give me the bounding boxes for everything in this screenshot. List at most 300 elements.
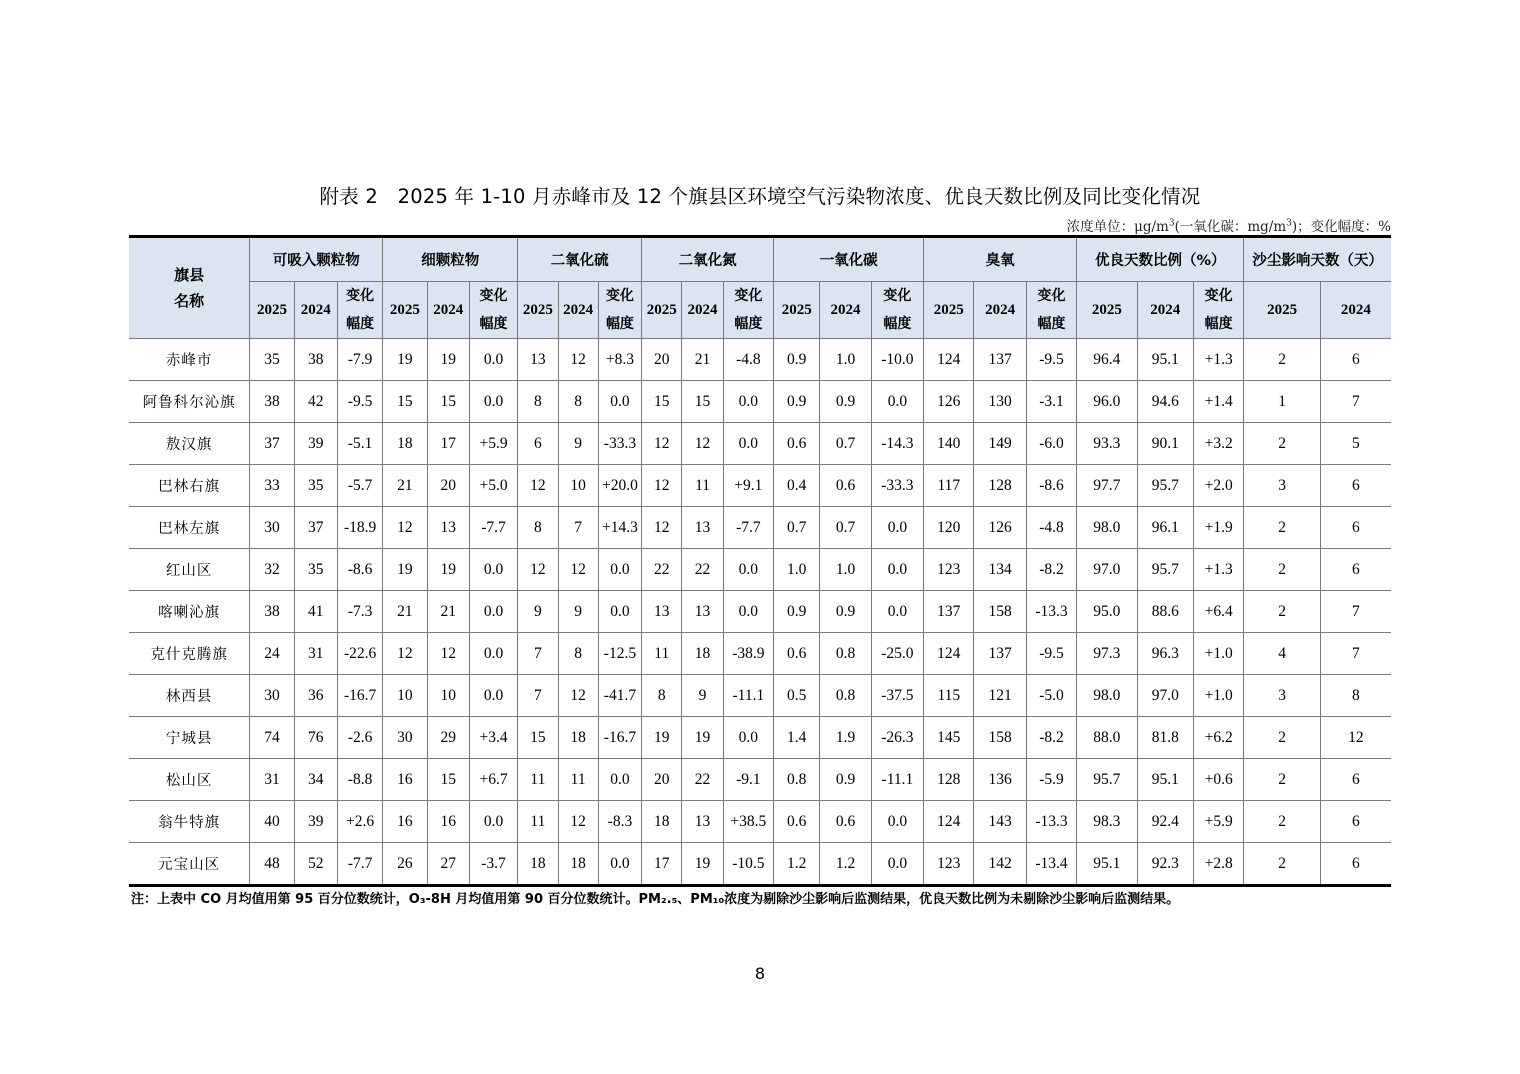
table-cell: -7.7 — [469, 507, 517, 549]
table-cell: 95.7 — [1137, 465, 1193, 507]
year-header-2025: 2025 — [642, 282, 682, 339]
table-cell: 19 — [642, 717, 682, 759]
table-cell: +20.0 — [598, 465, 641, 507]
table-cell: 22 — [682, 549, 723, 591]
table-cell: 39 — [294, 801, 337, 843]
county-header-line1: 旗县 — [174, 266, 205, 284]
table-cell: 0.6 — [774, 633, 820, 675]
year-header-2025: 2025 — [924, 282, 974, 339]
table-cell: 0.6 — [774, 801, 820, 843]
table-cell: 20 — [427, 465, 469, 507]
table-cell: 37 — [294, 507, 337, 549]
table-cell: 13 — [642, 591, 682, 633]
year-header-2024: 2024 — [558, 282, 598, 339]
table-cell: 32 — [250, 549, 294, 591]
year-header-2024: 2024 — [1320, 282, 1391, 339]
table-cell: -5.0 — [1026, 675, 1076, 717]
table-cell: 96.3 — [1137, 633, 1193, 675]
table-cell: 137 — [974, 339, 1026, 381]
table-cell: 15 — [427, 759, 469, 801]
table-cell: 0.6 — [774, 423, 820, 465]
table-cell: +2.0 — [1193, 465, 1243, 507]
table-row — [129, 717, 1391, 759]
change-header-line2: 幅度 — [883, 316, 912, 332]
table-cell: 18 — [682, 633, 723, 675]
table-cell: 0.8 — [820, 633, 871, 675]
table-cell: 0.0 — [723, 591, 773, 633]
table-title: 附表 2 2025 年 1-10 月赤峰市及 12 个旗县区环境空气污染物浓度、优良天数比例及同比变化情况 — [319, 185, 1201, 208]
table-cell: 1.0 — [774, 549, 820, 591]
table-cell: 52 — [294, 843, 337, 886]
group-header-pm25: 细颗粒物 — [383, 237, 518, 282]
table-cell: 18 — [558, 717, 598, 759]
table-cell: -12.5 — [598, 633, 641, 675]
table-cell: 6 — [518, 423, 558, 465]
change-header — [469, 282, 517, 339]
table-cell: 9 — [518, 591, 558, 633]
table-cell: 22 — [642, 549, 682, 591]
table-cell: 0.0 — [871, 843, 923, 886]
table-cell: 0.0 — [469, 633, 517, 675]
table-cell: 16 — [427, 801, 469, 843]
table-cell: 0.9 — [820, 759, 871, 801]
table-cell: -26.3 — [871, 717, 923, 759]
table-cell: 0.0 — [598, 591, 641, 633]
table-cell: 8 — [642, 675, 682, 717]
table-cell: +5.9 — [1193, 801, 1243, 843]
table-cell: 7 — [1320, 591, 1391, 633]
table-cell: 2 — [1244, 717, 1321, 759]
table-cell: 3 — [1244, 465, 1321, 507]
year-header-2025: 2025 — [383, 282, 427, 339]
header-row-groups — [129, 237, 1391, 282]
table-cell: 0.7 — [820, 507, 871, 549]
table-cell: 0.9 — [774, 591, 820, 633]
table-cell: 0.0 — [598, 843, 641, 886]
table-cell: 8 — [518, 507, 558, 549]
table-cell: 115 — [924, 675, 974, 717]
table-cell: 0.0 — [871, 381, 923, 423]
table-cell: -13.3 — [1026, 801, 1076, 843]
table-cell: 0.0 — [469, 339, 517, 381]
table-cell: 0.0 — [723, 549, 773, 591]
table-cell: -18.9 — [337, 507, 382, 549]
table-cell: 117 — [924, 465, 974, 507]
table-cell: 12 — [518, 465, 558, 507]
county-name-cell: 喀喇沁旗 — [129, 591, 250, 633]
table-cell: 30 — [250, 507, 294, 549]
table-cell: 121 — [974, 675, 1026, 717]
table-cell: 6 — [1320, 759, 1391, 801]
table-cell: 19 — [682, 843, 723, 886]
table-cell: 134 — [974, 549, 1026, 591]
group-header-dust-days: 沙尘影响天数（天） — [1244, 237, 1391, 282]
table-cell: 13 — [427, 507, 469, 549]
table-cell: -8.3 — [598, 801, 641, 843]
table-cell: +0.6 — [1193, 759, 1243, 801]
table-cell: 98.0 — [1077, 507, 1137, 549]
table-cell: 92.3 — [1137, 843, 1193, 886]
table-cell: 36 — [294, 675, 337, 717]
table-cell: +2.6 — [337, 801, 382, 843]
table-cell: -4.8 — [1026, 507, 1076, 549]
table-cell: 140 — [924, 423, 974, 465]
change-header-line2: 幅度 — [1037, 316, 1066, 332]
table-cell: 12 — [383, 507, 427, 549]
table-cell: +2.8 — [1193, 843, 1243, 886]
group-header-pm10: 可吸入颗粒物 — [250, 237, 383, 282]
table-cell: 15 — [383, 381, 427, 423]
table-cell: 158 — [974, 717, 1026, 759]
table-cell: 2 — [1244, 549, 1321, 591]
change-header-line1: 变化 — [605, 288, 634, 304]
table-cell: 2 — [1244, 423, 1321, 465]
table-cell: 0.0 — [469, 801, 517, 843]
table-cell: 137 — [924, 591, 974, 633]
table-cell: 8 — [558, 381, 598, 423]
table-cell: 19 — [682, 717, 723, 759]
table-cell: 0.9 — [774, 339, 820, 381]
table-cell: 0.7 — [820, 423, 871, 465]
table-row — [129, 843, 1391, 886]
table-cell: 2 — [1244, 843, 1321, 886]
table-cell: 2 — [1244, 339, 1321, 381]
table-cell: 17 — [642, 843, 682, 886]
units-suffix: )；变化幅度：% — [1291, 219, 1391, 235]
table-cell: -16.7 — [337, 675, 382, 717]
table-cell: 98.0 — [1077, 675, 1137, 717]
table-cell: 97.0 — [1077, 549, 1137, 591]
table-cell: 128 — [974, 465, 1026, 507]
table-cell: -38.9 — [723, 633, 773, 675]
table-cell: 3 — [1244, 675, 1321, 717]
table-cell: 0.0 — [598, 381, 641, 423]
table-cell: 0.0 — [723, 423, 773, 465]
table-cell: 38 — [250, 591, 294, 633]
table-cell: -11.1 — [871, 759, 923, 801]
table-row — [129, 675, 1391, 717]
table-cell: 48 — [250, 843, 294, 886]
table-cell: 7 — [1320, 381, 1391, 423]
table-cell: -7.3 — [337, 591, 382, 633]
table-cell: -33.3 — [598, 423, 641, 465]
county-name-cell: 巴林右旗 — [129, 465, 250, 507]
change-header-line1: 变化 — [1037, 288, 1066, 304]
county-name-cell: 巴林左旗 — [129, 507, 250, 549]
table-cell: 0.0 — [871, 507, 923, 549]
table-cell: 76 — [294, 717, 337, 759]
table-cell: 16 — [383, 759, 427, 801]
table-cell: -3.7 — [469, 843, 517, 886]
table-row — [129, 339, 1391, 381]
table-cell: +6.2 — [1193, 717, 1243, 759]
table-cell: 0.0 — [598, 549, 641, 591]
table-cell: 12 — [558, 675, 598, 717]
change-header-line1: 变化 — [1204, 288, 1233, 304]
table-cell: 1.4 — [774, 717, 820, 759]
table-cell: 1.0 — [820, 549, 871, 591]
table-cell: 98.3 — [1077, 801, 1137, 843]
change-header-line1: 变化 — [883, 288, 912, 304]
table-cell: +6.7 — [469, 759, 517, 801]
table-cell: 2 — [1244, 801, 1321, 843]
table-cell: +5.0 — [469, 465, 517, 507]
table-row — [129, 549, 1391, 591]
group-header-so2: 二氧化硫 — [518, 237, 642, 282]
table-cell: 8 — [1320, 675, 1391, 717]
table-cell: 1.2 — [820, 843, 871, 886]
table-cell: -25.0 — [871, 633, 923, 675]
county-name-cell: 赤峰市 — [129, 339, 250, 381]
table-cell: 2 — [1244, 507, 1321, 549]
table-cell: 35 — [250, 339, 294, 381]
table-cell: 1.9 — [820, 717, 871, 759]
table-cell: 142 — [974, 843, 1026, 886]
units-prefix: 浓度单位：μg/m — [1066, 219, 1169, 235]
group-header-co: 一氧化碳 — [774, 237, 924, 282]
table-cell: 0.0 — [723, 717, 773, 759]
table-cell: 22 — [682, 759, 723, 801]
table-cell: 21 — [383, 465, 427, 507]
table-cell: 18 — [518, 843, 558, 886]
year-header-2025: 2025 — [774, 282, 820, 339]
table-cell: 158 — [974, 591, 1026, 633]
table-row — [129, 759, 1391, 801]
table-cell: -33.3 — [871, 465, 923, 507]
table-cell: 41 — [294, 591, 337, 633]
table-cell: 18 — [383, 423, 427, 465]
table-footnote: 注：上表中 CO 月均值用第 95 百分位数统计，O₃-8H 月均值用第 90 百分位数统计。PM₂.₅、PM₁₀浓度为剔除沙尘影响后监测结果，优良天数比例为未剔除沙尘影响后监测结果。 — [131, 892, 1180, 907]
table-cell: 18 — [642, 801, 682, 843]
table-cell: 124 — [924, 801, 974, 843]
year-header-2024: 2024 — [820, 282, 871, 339]
table-cell: 21 — [682, 339, 723, 381]
table-cell: +9.1 — [723, 465, 773, 507]
table-cell: 0.4 — [774, 465, 820, 507]
table-cell: -2.6 — [337, 717, 382, 759]
table-cell: -9.5 — [337, 381, 382, 423]
table-cell: +8.3 — [598, 339, 641, 381]
table-cell: 11 — [682, 465, 723, 507]
table-cell: -4.8 — [723, 339, 773, 381]
table-cell: -41.7 — [598, 675, 641, 717]
year-header-2025: 2025 — [518, 282, 558, 339]
table-cell: 16 — [383, 801, 427, 843]
table-cell: 96.4 — [1077, 339, 1137, 381]
table-cell: -9.5 — [1026, 633, 1076, 675]
table-row — [129, 801, 1391, 843]
table-cell: -7.9 — [337, 339, 382, 381]
table-cell: 13 — [518, 339, 558, 381]
group-header-o3: 臭氧 — [924, 237, 1077, 282]
table-cell: 26 — [383, 843, 427, 886]
table-cell: 40 — [250, 801, 294, 843]
table-cell: 120 — [924, 507, 974, 549]
table-cell: 10 — [427, 675, 469, 717]
table-cell: 137 — [974, 633, 1026, 675]
table-cell: 130 — [974, 381, 1026, 423]
table-cell: 4 — [1244, 633, 1321, 675]
table-body — [129, 339, 1391, 886]
table-cell: 37 — [250, 423, 294, 465]
table-cell: 8 — [558, 633, 598, 675]
table-cell: -13.3 — [1026, 591, 1076, 633]
table-cell: -22.6 — [337, 633, 382, 675]
table-cell: 33 — [250, 465, 294, 507]
table-cell: 0.0 — [469, 675, 517, 717]
group-header-good-days-ratio: 优良天数比例（%） — [1077, 237, 1244, 282]
table-cell: +1.9 — [1193, 507, 1243, 549]
table-cell: 15 — [518, 717, 558, 759]
table-cell: 0.0 — [598, 759, 641, 801]
table-cell: 19 — [427, 549, 469, 591]
table-cell: 123 — [924, 843, 974, 886]
table-cell: 2 — [1244, 759, 1321, 801]
table-cell: 97.0 — [1137, 675, 1193, 717]
table-cell: 1 — [1244, 381, 1321, 423]
table-cell: 11 — [518, 759, 558, 801]
table-cell: 35 — [294, 465, 337, 507]
year-header-2024: 2024 — [682, 282, 723, 339]
table-cell: 126 — [924, 381, 974, 423]
table-cell: 8 — [518, 381, 558, 423]
table-cell: -13.4 — [1026, 843, 1076, 886]
table-cell: -10.0 — [871, 339, 923, 381]
table-cell: -7.7 — [723, 507, 773, 549]
table-cell: 126 — [974, 507, 1026, 549]
table-cell: 39 — [294, 423, 337, 465]
change-header — [1026, 282, 1076, 339]
table-cell: 136 — [974, 759, 1026, 801]
county-name-cell: 宁城县 — [129, 717, 250, 759]
table-cell: -8.6 — [337, 549, 382, 591]
table-cell: 11 — [558, 759, 598, 801]
table-cell: 12 — [1320, 717, 1391, 759]
table-cell: -5.7 — [337, 465, 382, 507]
table-cell: +3.4 — [469, 717, 517, 759]
table-cell: 88.6 — [1137, 591, 1193, 633]
table-cell: 15 — [642, 381, 682, 423]
table-cell: 15 — [682, 381, 723, 423]
table-cell: 6 — [1320, 801, 1391, 843]
year-header-2025: 2025 — [250, 282, 294, 339]
table-cell: 0.0 — [871, 549, 923, 591]
table-row — [129, 591, 1391, 633]
table-cell: 0.6 — [820, 801, 871, 843]
units-superscript-2: 3 — [1286, 218, 1292, 229]
county-name-cell: 红山区 — [129, 549, 250, 591]
table-cell: 0.0 — [723, 381, 773, 423]
table-cell: 6 — [1320, 339, 1391, 381]
table-cell: 21 — [383, 591, 427, 633]
table-cell: 21 — [427, 591, 469, 633]
table-cell: 97.3 — [1077, 633, 1137, 675]
table-cell: 6 — [1320, 465, 1391, 507]
group-header-no2: 二氧化氮 — [642, 237, 774, 282]
table-cell: 124 — [924, 339, 974, 381]
table-cell: 74 — [250, 717, 294, 759]
table-cell: -37.5 — [871, 675, 923, 717]
table-cell: 5 — [1320, 423, 1391, 465]
county-name-cell: 翁牛特旗 — [129, 801, 250, 843]
table-cell: 0.9 — [820, 591, 871, 633]
table-row — [129, 633, 1391, 675]
table-cell: 0.6 — [820, 465, 871, 507]
table-cell: 11 — [642, 633, 682, 675]
table-cell: 31 — [294, 633, 337, 675]
table-cell: 0.9 — [774, 381, 820, 423]
table-cell: 27 — [427, 843, 469, 886]
table-cell: +1.3 — [1193, 549, 1243, 591]
table-cell: 38 — [294, 339, 337, 381]
table-cell: -9.1 — [723, 759, 773, 801]
table-cell: 0.8 — [820, 675, 871, 717]
table-cell: 38 — [250, 381, 294, 423]
table-cell: 42 — [294, 381, 337, 423]
change-header — [871, 282, 923, 339]
table-cell: +38.5 — [723, 801, 773, 843]
table-cell: +3.2 — [1193, 423, 1243, 465]
year-header-2024: 2024 — [294, 282, 337, 339]
county-name-cell: 克什克腾旗 — [129, 633, 250, 675]
table-cell: -5.9 — [1026, 759, 1076, 801]
table-cell: 6 — [1320, 507, 1391, 549]
table-cell: 9 — [558, 591, 598, 633]
table-cell: -8.2 — [1026, 717, 1076, 759]
page-number: 8 — [754, 964, 766, 983]
units-note — [1067, 215, 1391, 235]
table-cell: 12 — [642, 507, 682, 549]
table-cell: 0.7 — [774, 507, 820, 549]
table-cell: 96.1 — [1137, 507, 1193, 549]
table-cell: 0.8 — [774, 759, 820, 801]
header-row-subcolumns — [129, 282, 1391, 339]
table-cell: +1.0 — [1193, 633, 1243, 675]
table-cell: 19 — [383, 549, 427, 591]
table-row — [129, 381, 1391, 423]
table-cell: +1.0 — [1193, 675, 1243, 717]
table-cell: 7 — [1320, 633, 1391, 675]
table-cell: 31 — [250, 759, 294, 801]
table-cell: 95.1 — [1137, 759, 1193, 801]
change-header-line1: 变化 — [346, 288, 375, 304]
units-superscript-1: 3 — [1168, 218, 1175, 229]
table-cell: -16.7 — [598, 717, 641, 759]
change-header — [598, 282, 641, 339]
table-cell: 0.0 — [871, 801, 923, 843]
year-header-2024: 2024 — [974, 282, 1026, 339]
table-cell: 12 — [642, 423, 682, 465]
table-cell: -14.3 — [871, 423, 923, 465]
table-cell: 12 — [558, 549, 598, 591]
table-row — [129, 507, 1391, 549]
table-cell: 124 — [924, 633, 974, 675]
table-row — [129, 465, 1391, 507]
table-cell: 149 — [974, 423, 1026, 465]
table-cell: 92.4 — [1137, 801, 1193, 843]
table-cell: -5.1 — [337, 423, 382, 465]
table-cell: -8.6 — [1026, 465, 1076, 507]
change-header-line2: 幅度 — [346, 316, 375, 332]
table-cell: 143 — [974, 801, 1026, 843]
table-cell: 0.0 — [871, 591, 923, 633]
table-cell: 123 — [924, 549, 974, 591]
county-header — [129, 237, 250, 339]
table-cell: 15 — [427, 381, 469, 423]
table-cell: -10.5 — [723, 843, 773, 886]
table-cell: 12 — [558, 339, 598, 381]
table-cell: 1.0 — [820, 339, 871, 381]
